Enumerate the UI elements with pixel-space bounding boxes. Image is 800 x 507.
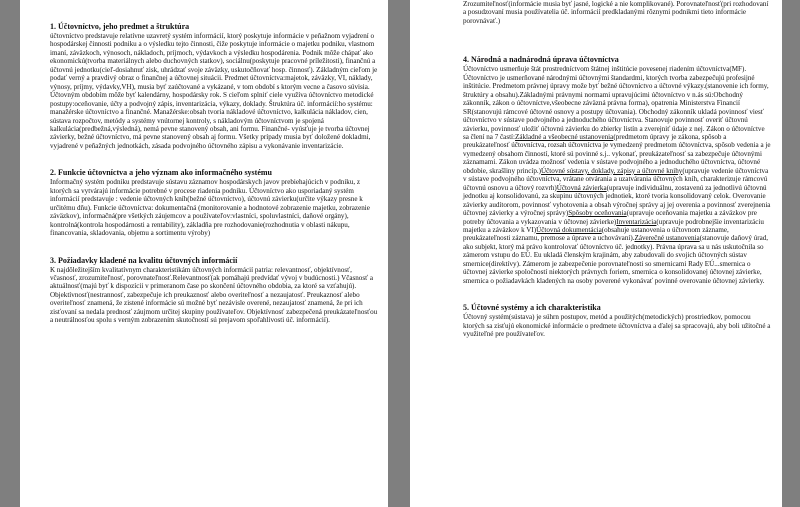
section-4-link-general-provisions: Základné a všeobecné ustanovenia (515, 132, 614, 141)
section-4-link-financial-statements: Účtovná závierka (556, 183, 607, 192)
section-3-heading: 3. Požiadavky kladené na kvalitu účtovných informácií (50, 255, 238, 265)
section-4-text-h: (stanovuje daňový úrad, ako subjekt, ktorý má právo kontrolovať účtovníctvo úč. jednotky). Právna úprava sa u nás uskutočnila so zámerom vstupu do EÚ. Eu ukladá členským krajinám, aby zabudovali do svojich účtovných sústav smernice(direktívy). Zámerom je zabezpečenie porovnateľnosti so smernicami Rady EÚ...smernica o účtovnej závierke spoločností niektorých právnych foriem, smernica o konsolidovanej účtovnej závierke, smernica o požiadavkách kladených na osoby poverené vykonávať povinné overovanie účtovnej závierky. (463, 234, 769, 285)
section-5-heading: 5. Účtovné systémy a ich charakteristika (463, 303, 601, 313)
section-1-text: účtovníctvo predstavuje relatívne uzavretý systém informácií, ktorý poskytuje informácie v peňažnom vyjadrení o hospodárskej činnosti podniku a o výsledku tejto činnosti, čiže poskytuje informácie o majetku podniku, vlastnom imaní, záväzkoch, výnosoch, nákladoch, príjmoch, výdavkoch a výsledku hospodárenia. Podnik môže chápať ako ekonomickú(tvorba materiálnych alebo duchovných statkov), sociálnu(poskytuje pracovné príležitosti), finančnú a účtovnú jednotku(cieľ-dosiahnuť zisk, uhrádzať svoje záväzky, uskutočňovať hosp. činnosť). Základným cieľom je podať verný a pravdivý obraz o finančnej a účtovnej situácii. Predmet účtovníctva:majetok, záväzky, VI, náklady, výnosy, príjmy, výdavky,VH), musia byť zaúčtované a vykázané, v tom období s ktorým vecne a časovo súvisia. Účtovným obdobím môže byť kalendárny, hospodársky rok. S cieľom splniť ciele využíva účtovníctvo metodické postupy:oceňovanie, účty a podvojný zápis, inventarizácia, výkazy, doklady. Štruktúra úč. informácií:ho systému: manažérske účtovníctvo a finančné. Manažérske:obsah tvoria nákladové účtovníctvo, kalkulácia nákladov, cien, sústava rozpočtov, metódy a systémy vnútornej kontroly, s nákladovým účtovníctvom je spojená kalkulácia(predbežná,výsledná), nemá pevne stanovený obsah, ani formu. Finančné- vyúsťuje je tvorba účtovnej závierky, bežné účtovníctvo, má pevne stanovený obsah aj formu. Všetky prípady musia byť doložené dokladmi, vyjadrené v peňažných jednotkách, zásada podvojného účtovného zápisu a vykonávanie inventarizácie. (50, 32, 378, 150)
section-4-link-final-provisions: Záverečné ustanovenia (634, 234, 700, 243)
section-4-text-b: (predmetom úpravy je zákona, spôsob a preukázateľnosť účtovníctva, rozsah účtovníctva je vymedzený predmetom účtovníctva, spôsob vedenia a je vymedzený obsahom činností, ktoré sú povinné s.j.. vykonať, preukázateľnosť sa zabezpečuje účtovnými záznamami. Zákon uvádza možnosť vedenia v sústave podvojného a jednoduchého účtovníctva, účtovné obdobie, skrašliny princíp.) (463, 132, 771, 175)
section-4-heading: 4. Národná a nadnárodná úprava účtovníctva (463, 55, 619, 65)
section-4-text-f: (upravuje podrobnejšie inventarizáciu majetku a záväzkov k VI) (463, 217, 764, 234)
document-page-left (20, 0, 388, 507)
section-5-text: Účtovný systém(sústava) je súhrn postupov, metód a použitých(metodických) prostriedkov, pomocou ktorých sa zisťujú ekonomické informácie o predmete účtovníctva a ďalej sa spracovajú, aby boli užitočné a využiteľné pre používateľov. (463, 313, 771, 339)
section-4-link-accounting-systems: Účtovné sústavy, doklady, zápisy a účtovné knihy (541, 166, 683, 175)
section-1-heading: 1. Účtovníctvo, jeho predmet a štruktúra (50, 22, 190, 31)
section-2-heading: 2. Funkcie účtovníctva a jeho význam ako informačného systému (50, 168, 272, 178)
section-4-link-valuation: Spôsoby oceňovania (568, 209, 627, 218)
section-4-text-d: (upravuje individuálnu, zostavenú za jednotlivú účtovnú jednotku aj konsolidovanú, za skupinu účtovných jednotiek, ktoré tvoria konsolidovaný celok. Overovanie závierky audítorom, povinnosť vyhotovenia a obsah výročnej správy aj jej overenia a povinnosť zverejnenia účtovnej závierky a výročnej správy) (463, 183, 771, 218)
section-4-text-e: (upravuje oceňovania majetku a záväzkov pre potreby účtovania a vykazovania v účtovnej závierke) (463, 209, 757, 226)
section-4-text-g: (obsahuje ustanovenia o účtovnom zázname, preukázateľnosti záznamu, premose a úprave a uchovávaní). (463, 225, 729, 243)
section-4-text-c: (upravuje vedenie účtovníctva v sústave podvojného účtovníctva, vrátane otvárania a uzatvárania účtovných kníh, charakterizuje rámcovú účtovnú osnovu a účtový rozvrh) (463, 166, 769, 192)
document-page-right (410, 0, 782, 507)
section-4-text (463, 65, 772, 285)
section-2-text: Informačný systém podniku predstavuje sústavu záznamov hospodárskych javov prebiehajúcich v podniku, z ktorých sa vytvárajú informácie potrebné v procese riadenia podniku. Účtovníctvo ako usporiadaný systém informácií predstavuje : vedenie účtovných kníh(bežné účtovníctvo), účtovnú závierku(určite výkazy presne k určitému dňu). Funkcie účtovníctva: dokumentačná (monitorovanie a hodnotové zobrazenie majetku, zobrazenie záväzkov), informačná(pre všetkých záujemcov a používateľov:vlastníci, spoluvlastníci, daňové orgány), kontrolná(kontrola hospodárnosti a rentability), základňa pre rozhodovanie(rozhodnutia v oblasti nákupu, financovania, skladovania, objemu a sortimentu výroby) (50, 178, 370, 238)
section-4-text-a: Účtovníctvo usmerňuje štát prostredníctvom štátnej inštitúcie povesenej riadením účtovníctva(MF). Účtovníctvo je usmerňované národnými účtovnými štandardmi, ktorých tvorba zabezpečujú profesijné inštitúcie. Predmetom právnej úpravy može byť bežné účtovníctvo a účtovné výkazy.(stanovenie ich formy, štruktúry a obsahu).Základnými právnymi normami upravujúcimi účtovníctvo v n.ás sú:Obchodný zákonník, zákon o účtovníctve,všeobecne záväzná právna forma), opatrenia Ministerstva Financií SR(stanovujú rámcové účtovné osnovy a postupy účtovania). Obchodný zákonník ukladá povinnosť viesť účtovníctvo v sústave podvojného a jednoduchého účtovníctva. Stanovuje povinnosť overiť účtovnú závierku, povinnosť uložiť účtovnú závierku do zbierky listín a zverejniť údaje z nej. Zákon o účtovníctve sa člení na 7 častí: (463, 65, 769, 141)
section-4-link-documentation: Účtovná dokumentácia (536, 225, 602, 234)
section-3-text: K najdôležitejším kvalitatívnym charakteristikám účtovných informácií patria: relevantnosť, objektívnosť, včasnosť, zrozumiteľnosť, porovnateľnosť.Relevantnosť(ak pomáhajú predvídať vývoj v budúcnosti.) Včasnosť a aktuálnosť(majú byť k dispozícii v primeranom čase po skončení účtovného obdobia, za ktoré sa vzťahujú). Objektívnosť(nestrannosť, zabezpečuje ich preukaznosť alebo overiteľnosť a nezaujatosť. Preukaznosť alebo overiteľnosť znamená, že zistené informácie sú možné byť nezávisle overené, nezaujatosť znamená, že pri ich zisťovaní sa nedala prednosť záujmom určitej skupiny používateľov. Objektívnosť zabezpečená preukázateľnosťou a neutrálnosťou spolu s verným zobrazením skutočností sú prejavom spoľahlivosti úč. informácií). (50, 265, 378, 325)
section-3-continuation-text: Zrozumiteľnosť(informácie musia byť jasné, logické a nie komplikované). Porovnateľnosť(pri rozhodovaní a posudzovaní musia používatelia úč. informácií predkladanými rôznymi podnikmi tieto informácie porovnávať.) (463, 0, 769, 25)
section-4-link-inventory: Inventarizácia (616, 217, 657, 226)
